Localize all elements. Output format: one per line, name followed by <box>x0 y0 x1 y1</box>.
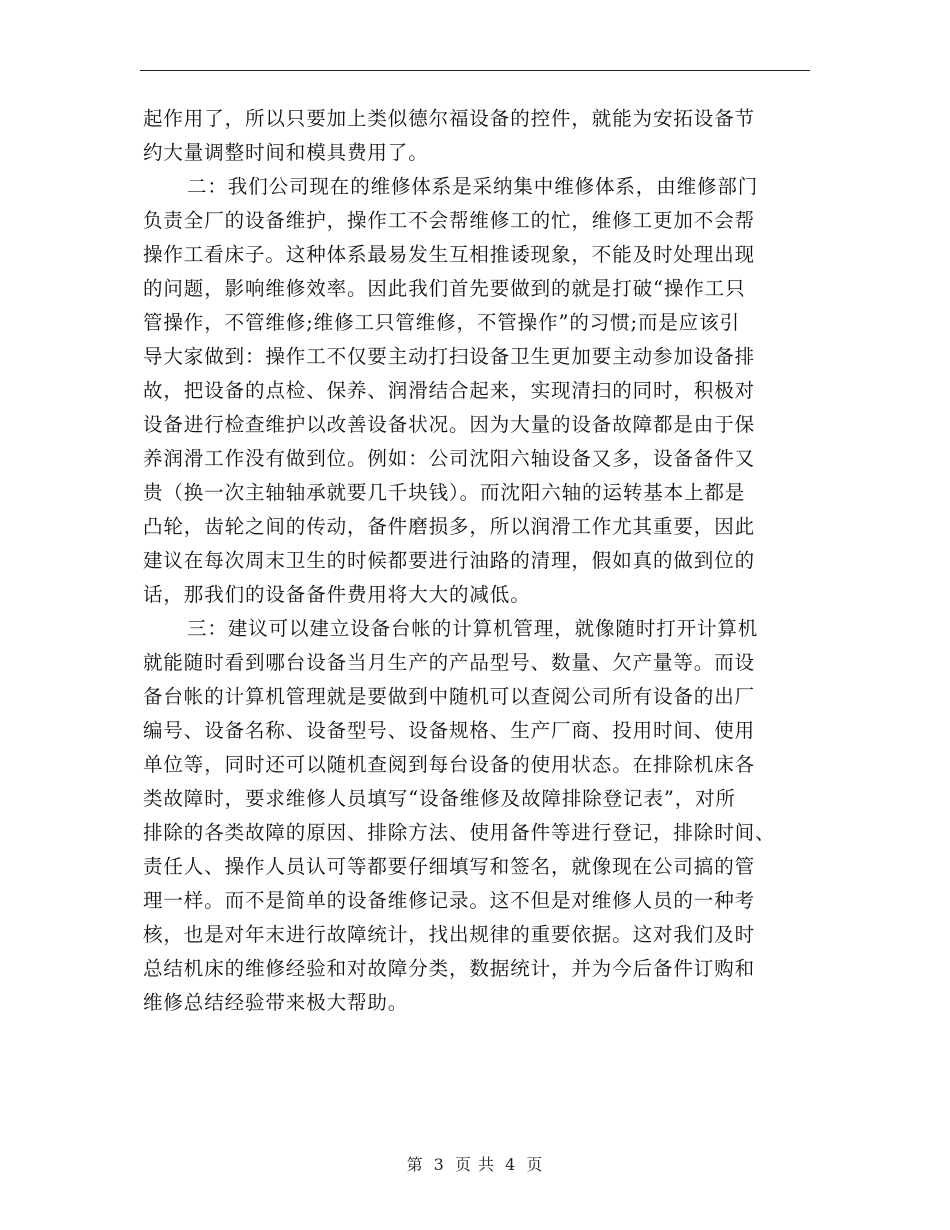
text-line: 二：我们公司现在的维修体系是采纳集中维修体系，由维修部门 <box>187 175 759 198</box>
text-line: 总结机床的维修经验和对故障分类，数据统计，并为今后备件订购和 <box>143 957 756 980</box>
text-line: 凸轮，齿轮之间的传动，备件磨损多，所以润滑工作尤其重要，因此 <box>143 515 756 538</box>
text-line: 备台帐的计算机管理就是要做到中随机可以查阅公司所有设备的出厂 <box>143 685 756 708</box>
text-line: 维修总结经验带来极大帮助。 <box>143 991 409 1014</box>
text-line: 编号、设备名称、设备型号、设备规格、生产厂商、投用时间、使用 <box>143 719 756 742</box>
text-line: 负责全厂的设备维护，操作工不会帮维修工的忙，维修工更加不会帮 <box>143 209 756 232</box>
text-line: 就能随时看到哪台设备当月生产的产品型号、数量、欠产量等。而设 <box>143 651 756 674</box>
paragraph <box>143 612 811 1020</box>
paragraph <box>143 102 811 170</box>
text-line: 核，也是对年末进行故障统计，找出规律的重要依据。这对我们及时 <box>143 923 756 946</box>
text-line: 的问题，影响维修效率。因此我们首先要做到的就是打破“操作工只 <box>143 277 746 300</box>
text-line: 单位等，同时还可以随机查阅到每台设备的使用状态。在排除机床各 <box>143 753 756 776</box>
footer-prefix: 第 <box>406 1155 424 1174</box>
text-line: 责任人、操作人员认可等都要仔细填写和签名，就像现在公司搞的管 <box>143 855 756 878</box>
text-line: 导大家做到：操作工不仅要主动打扫设备卫生更加要主动参加设备排 <box>143 345 756 368</box>
text-line: 理一样。而不是简单的设备维修记录。这不但是对维修人员的一种考 <box>143 889 756 912</box>
text-line: 排除的各类故障的原因、排除方法、使用备件等进行登记，排除时间、 <box>143 821 776 844</box>
footer-current-page: 3 <box>433 1155 445 1174</box>
header-rule <box>140 70 810 71</box>
footer-total-pages: 4 <box>505 1155 517 1174</box>
text-line: 建议在每次周末卫生的时候都要进行油路的清理，假如真的做到位的 <box>143 549 756 572</box>
footer-suffix: 页 <box>526 1155 544 1174</box>
text-line: 三：建议可以建立设备台帐的计算机管理，就像随时打开计算机 <box>187 617 759 640</box>
text-line: 话，那我们的设备备件费用将大大的减低。 <box>143 583 531 606</box>
text-line: 养润滑工作没有做到位。例如：公司沈阳六轴设备又多，设备备件又 <box>143 447 756 470</box>
document-body <box>143 102 811 1020</box>
text-line: 操作工看床子。这种体系最易发生互相推诿现象，不能及时处理出现 <box>143 243 756 266</box>
text-line: 管操作，不管维修;维修工只管维修，不管操作”的习惯;而是应该引 <box>143 311 741 334</box>
footer-middle: 页 共 <box>454 1155 496 1174</box>
text-line: 约大量调整时间和模具费用了。 <box>143 141 429 164</box>
page-footer <box>0 1152 950 1175</box>
paragraph <box>143 170 811 612</box>
text-line: 起作用了，所以只要加上类似德尔福设备的控件，就能为安拓设备节 <box>143 107 756 130</box>
text-line: 设备进行检查维护以改善设备状况。因为大量的设备故障都是由于保 <box>143 413 756 436</box>
text-line: 类故障时，要求维修人员填写“设备维修及故障排除登记表”，对所 <box>143 787 736 810</box>
text-line: 故，把设备的点检、保养、润滑结合起来，实现清扫的同时，积极对 <box>143 379 756 402</box>
text-line: 贵（换一次主轴轴承就要几千块钱）。而沈阳六轴的运转基本上都是 <box>143 481 746 504</box>
